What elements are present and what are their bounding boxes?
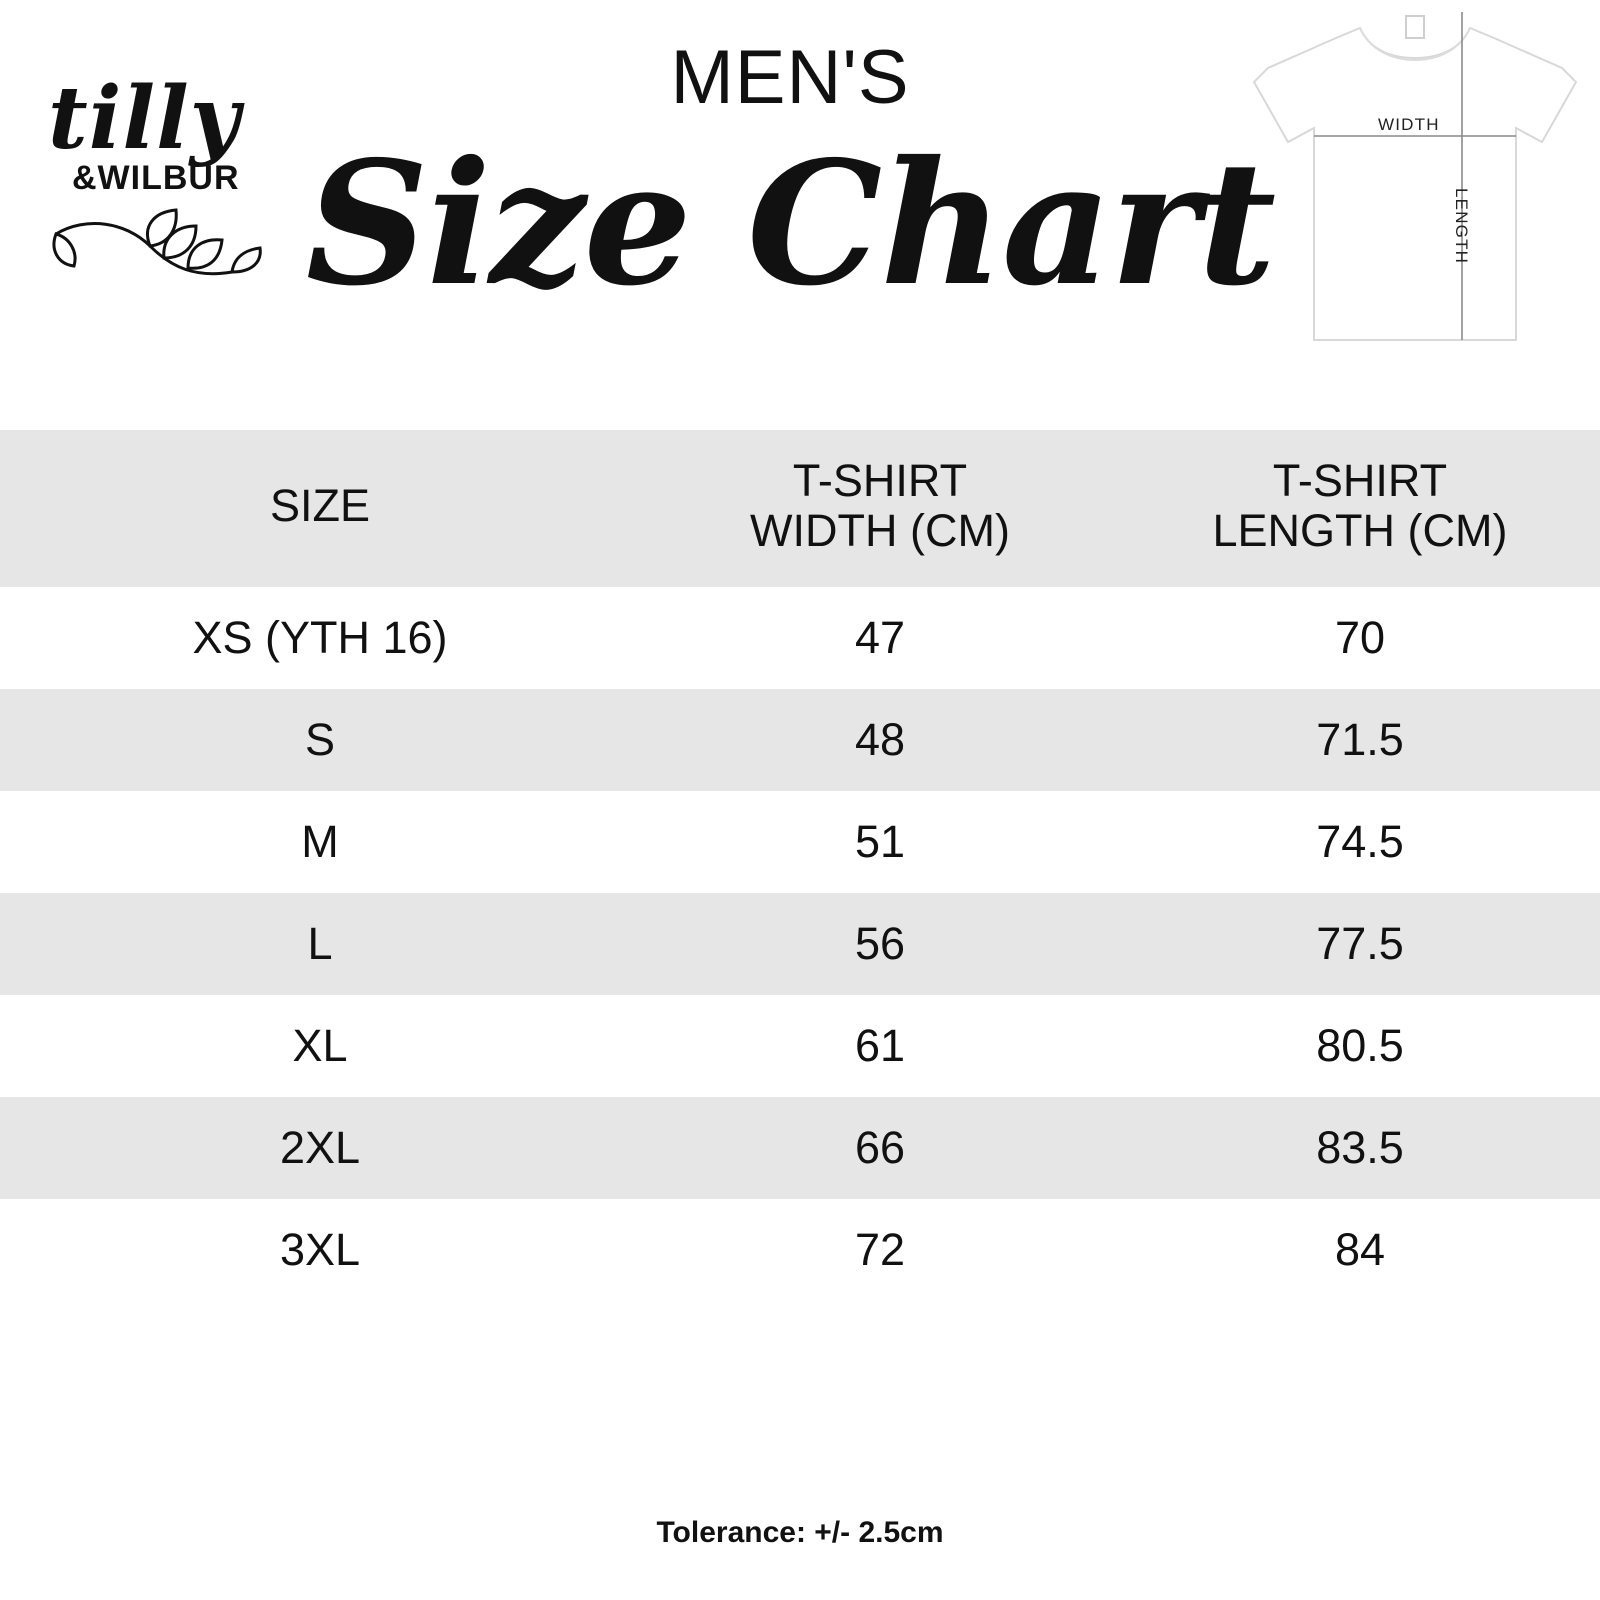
cell-length: 71.5 — [1120, 689, 1600, 791]
tolerance-note: Tolerance: +/- 2.5cm — [656, 1516, 944, 1549]
cell-width: 66 — [640, 1097, 1120, 1199]
cell-size: XS (YTH 16) — [0, 587, 640, 689]
table-body — [0, 587, 1600, 1301]
cell-width: 51 — [640, 791, 1120, 893]
title-block — [300, 34, 1280, 324]
cell-size: S — [0, 689, 640, 791]
leaf-flourish-icon — [46, 206, 308, 301]
table-row — [0, 587, 1600, 689]
page-title: Size Chart — [305, 124, 1275, 324]
cell-width: 72 — [640, 1199, 1120, 1301]
table-row — [0, 791, 1600, 893]
brand-logo — [38, 68, 308, 330]
tshirt-measurement-diagram — [1248, 10, 1578, 370]
cell-size: 3XL — [0, 1199, 640, 1301]
cell-length: 70 — [1120, 587, 1600, 689]
cell-length: 80.5 — [1120, 995, 1600, 1097]
column-header-width — [640, 430, 1120, 587]
table-row — [0, 1097, 1600, 1199]
cell-length: 74.5 — [1120, 791, 1600, 893]
size-chart-table — [0, 430, 1600, 1301]
column-header-width-line2: WIDTH (CM) — [750, 505, 1010, 557]
cell-width: 48 — [640, 689, 1120, 791]
column-header-size: SIZE — [0, 430, 640, 587]
column-header-length — [1120, 430, 1600, 587]
column-header-length-line1: T-SHIRT — [1272, 455, 1448, 506]
cell-size: L — [0, 893, 640, 995]
cell-width: 56 — [640, 893, 1120, 995]
table-row — [0, 689, 1600, 791]
cell-size: 2XL — [0, 1097, 640, 1199]
svg-text:LENGTH: LENGTH — [1452, 188, 1471, 265]
brand-name: tilly — [48, 68, 241, 169]
column-header-width-line1: T-SHIRT — [792, 455, 968, 506]
column-header-length-line2: LENGTH (CM) — [1212, 505, 1508, 557]
page-subtitle: MEN'S — [670, 35, 910, 120]
cell-length: 77.5 — [1120, 893, 1600, 995]
table-row — [0, 893, 1600, 995]
cell-length: 84 — [1120, 1199, 1600, 1301]
cell-width: 61 — [640, 995, 1120, 1097]
cell-size: XL — [0, 995, 640, 1097]
table-row — [0, 995, 1600, 1097]
table-row — [0, 1199, 1600, 1301]
table-header-row — [0, 430, 1600, 587]
cell-length: 83.5 — [1120, 1097, 1600, 1199]
cell-width: 47 — [640, 587, 1120, 689]
header — [0, 0, 1600, 430]
table-header — [0, 430, 1600, 587]
cell-size: M — [0, 791, 640, 893]
brand-subname: &WILBUR — [72, 159, 240, 198]
svg-text:WIDTH: WIDTH — [1378, 115, 1440, 134]
